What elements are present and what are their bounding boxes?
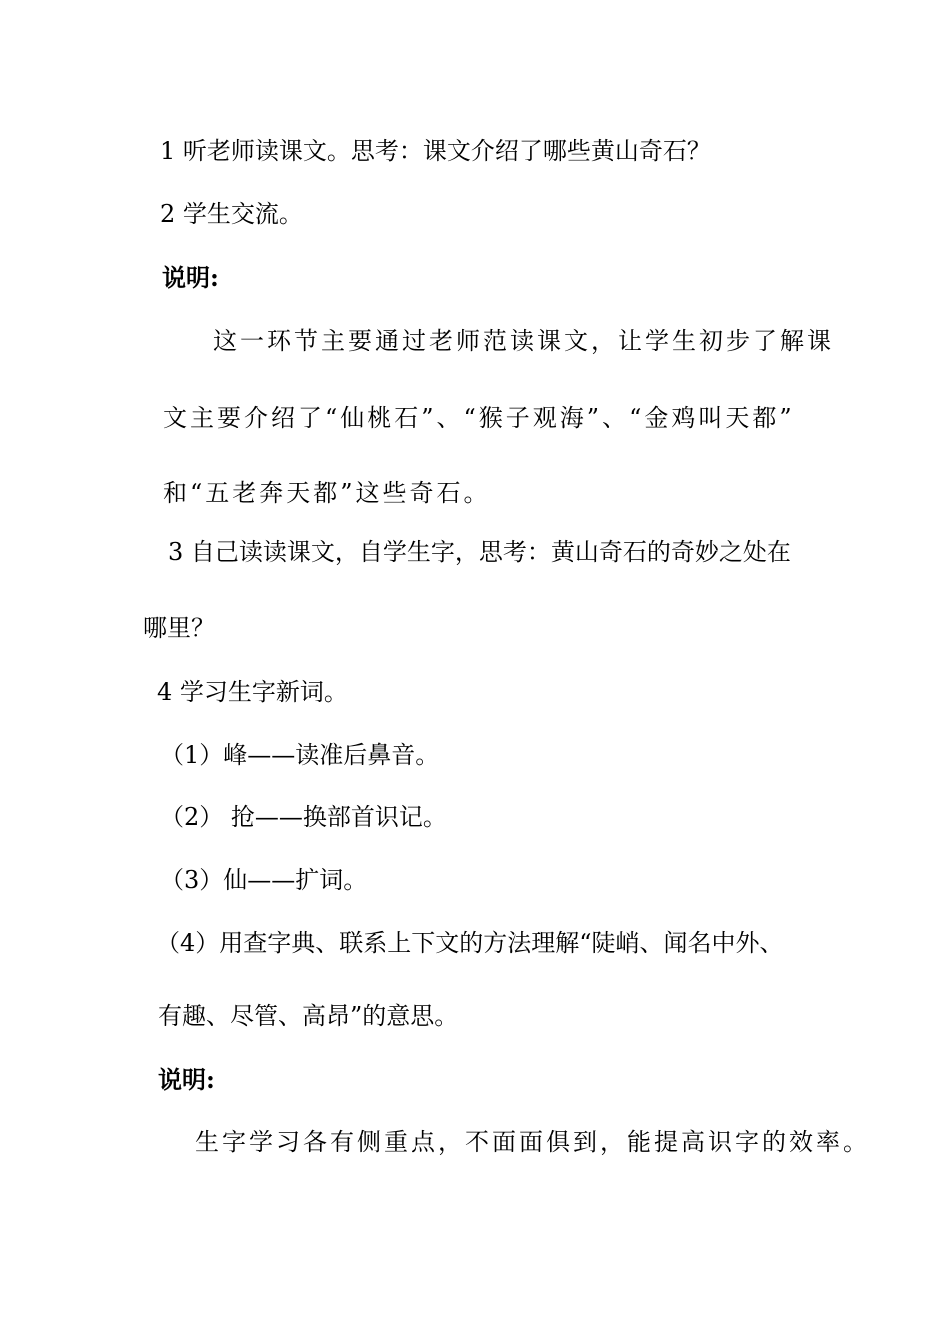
note-paragraph-line: 生字学习各有侧重点，不面面俱到，能提高识字的效率。 [195, 1128, 870, 1156]
step-3-text: 3 自己读读课文，自学生字，思考：黄山奇石的奇妙之处在 [168, 538, 791, 566]
note-heading: 说明: [158, 1065, 215, 1094]
sub-item-4: （4）用查字典、联系上下文的方法理解“陡峭、闻名中外、 [156, 929, 784, 957]
step-4-text: 4 学习生字新词。 [157, 678, 348, 706]
sub-item-4-continuation: 有趣、尽管、高昂”的意思。 [158, 1002, 459, 1030]
step-1-text: 1 听老师读课文。思考：课文介绍了哪些黄山奇石？ [160, 137, 711, 165]
step-2-text: 2 学生交流。 [160, 200, 303, 228]
note-paragraph-line: 这一环节主要通过老师范读课文，让学生初步了解课 [213, 327, 834, 355]
step-3-continuation: 哪里？ [143, 614, 215, 642]
note-paragraph-line: 和“五老奔天都”这些奇石。 [163, 479, 491, 507]
note-heading: 说明: [162, 263, 219, 292]
sub-item-1: （1）峰——读准后鼻音。 [160, 741, 440, 769]
sub-item-2: （2） 抢——换部首识记。 [160, 803, 447, 831]
sub-item-3: （3）仙——扩词。 [160, 866, 368, 894]
note-paragraph-line: 文主要介绍了“仙桃石”、“猴子观海”、“金鸡叫天都” [163, 404, 795, 432]
